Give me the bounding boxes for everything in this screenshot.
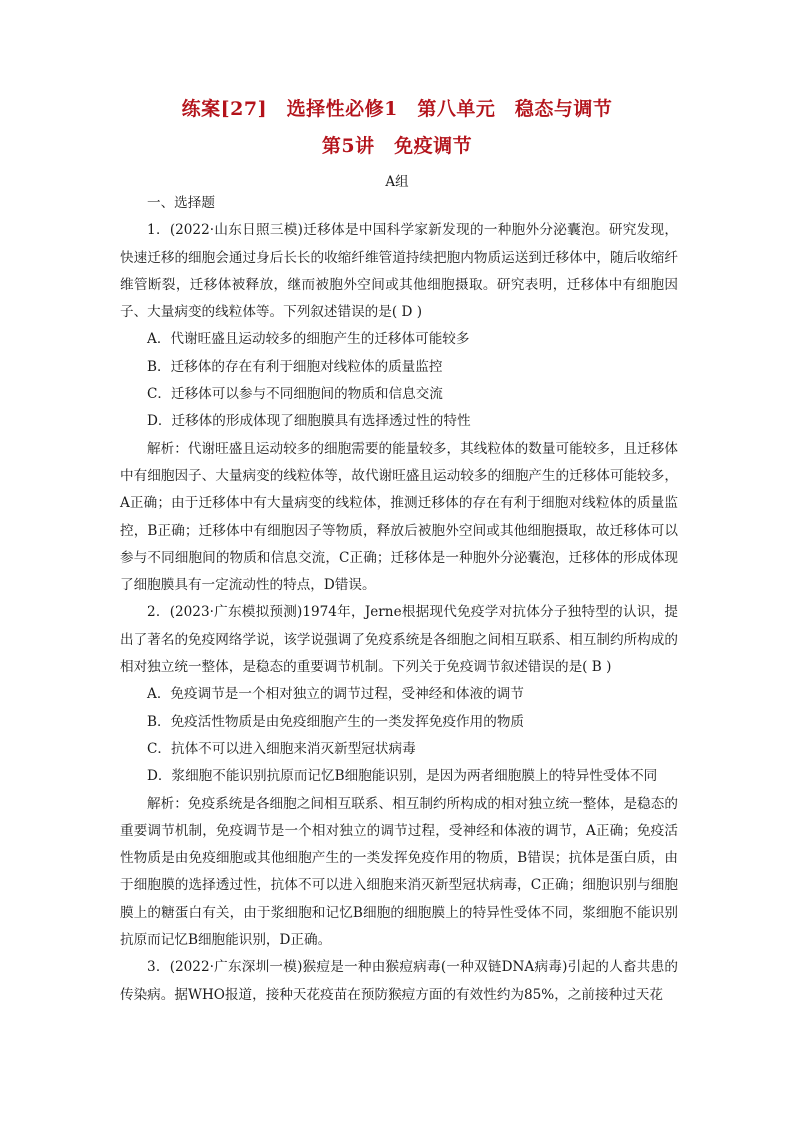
question-3-stem: 3．(2022·广东深圳一模)猴痘是一种由猴痘病毒(一种双链DNA病毒)引起的人畜共患的传染病。据WHO报道，接种天花疫苗在预防猴痘方面的有效性约为85%，之前接种过天花 (120, 959, 678, 1003)
question-2-option-c: C．抗体不可以进入细胞来消灭新型冠状病毒 (147, 740, 416, 757)
lesson-title: 第5讲 免疫调节 (321, 135, 473, 157)
question-2-stem: 2．(2023·广东模拟预测)1974年，Jerne根据现代免疫学对抗体分子独特型的认识，提出了著名的免疫网络学说，该学说强调了免疫系统是各细胞之间相互联系、相互制约所构成的相对独立统一整体，是稳态的重要调节机制。下列关于免疫调节叙述错误的是( B ) (120, 604, 678, 676)
question-2-analysis: 解析：免疫系统是各细胞之间相互联系、相互制约所构成的相对独立统一整体，是稳态的重要调节机制，免疫调节是一个相对独立的调节过程，受神经和体液的调节，A正确；免疫活性物质是由免疫细胞或其他细胞产生的一类发挥免疫作用的物质，B错误；抗体是蛋白质，由于细胞膜的选择透过性，抗体不可以进入细胞来消灭新型冠状病毒，C正确；细胞识别与细胞膜上的糖蛋白有关，由于浆细胞和记忆B细胞的细胞膜上的特异性受体不同，浆细胞不能识别抗原而记忆B细胞能识别，D正确。 (120, 795, 678, 949)
question-1-option-d: D．迁移体的形成体现了细胞膜具有选择透过性的特性 (147, 413, 471, 430)
section-heading: 一、选择题 (147, 195, 215, 211)
question-1-option-b: B．迁移体的存在有利于细胞对线粒体的质量监控 (147, 358, 443, 375)
question-1-option-a: A．代谢旺盛且运动较多的细胞产生的迁移体可能较多 (147, 331, 470, 348)
question-1-option-c: C．迁移体可以参与不同细胞间的物质和信息交流 (147, 386, 443, 403)
question-1-analysis: 解析：代谢旺盛且运动较多的细胞需要的能量较多，其线粒体的数量可能较多，且迁移体中有细胞因子、大量病变的线粒体等，故代谢旺盛且运动较多的细胞产生的迁移体可能较多，A正确；由于迁移体中有大量病变的线粒体，推测迁移体的存在有利于细胞对线粒体的质量监控，B正确；迁移体中有细胞因子等物质，释放后被胞外空间或其他细胞摄取，故迁移体可以参与不同细胞间的物质和信息交流，C正确；迁移体是一种胞外分泌囊泡，迁移体的形成体现了细胞膜具有一定流动性的特点，D错误。 (120, 440, 678, 594)
document-title: 练案[27] 选择性必修1 第八单元 稳态与调节 (181, 98, 613, 120)
question-2-option-a: A．免疫调节是一个相对独立的调节过程，受神经和体液的调节 (147, 686, 524, 703)
question-2-option-d: D．浆细胞不能识别抗原而记忆B细胞能识别，是因为两者细胞膜上的特异性受体不同 (147, 768, 658, 785)
document-body (120, 190, 678, 1009)
group-label: A组 (385, 174, 409, 190)
question-2-option-b: B．免疫活性物质是由免疫细胞产生的一类发挥免疫作用的物质 (147, 713, 525, 730)
question-1-stem: 1．(2022·山东日照三模)迁移体是中国科学家新发现的一种胞外分泌囊泡。研究发现，快速迁移的细胞会通过身后长长的收缩纤维管道持续把胞内物质运送到迁移体中，随后收缩纤维管断裂，迁移体被释放，继而被胞外空间或其他细胞摄取。研究表明，迁移体中有细胞因子、大量病变的线粒体等。下列叙述错误的是( D ) (120, 222, 678, 321)
